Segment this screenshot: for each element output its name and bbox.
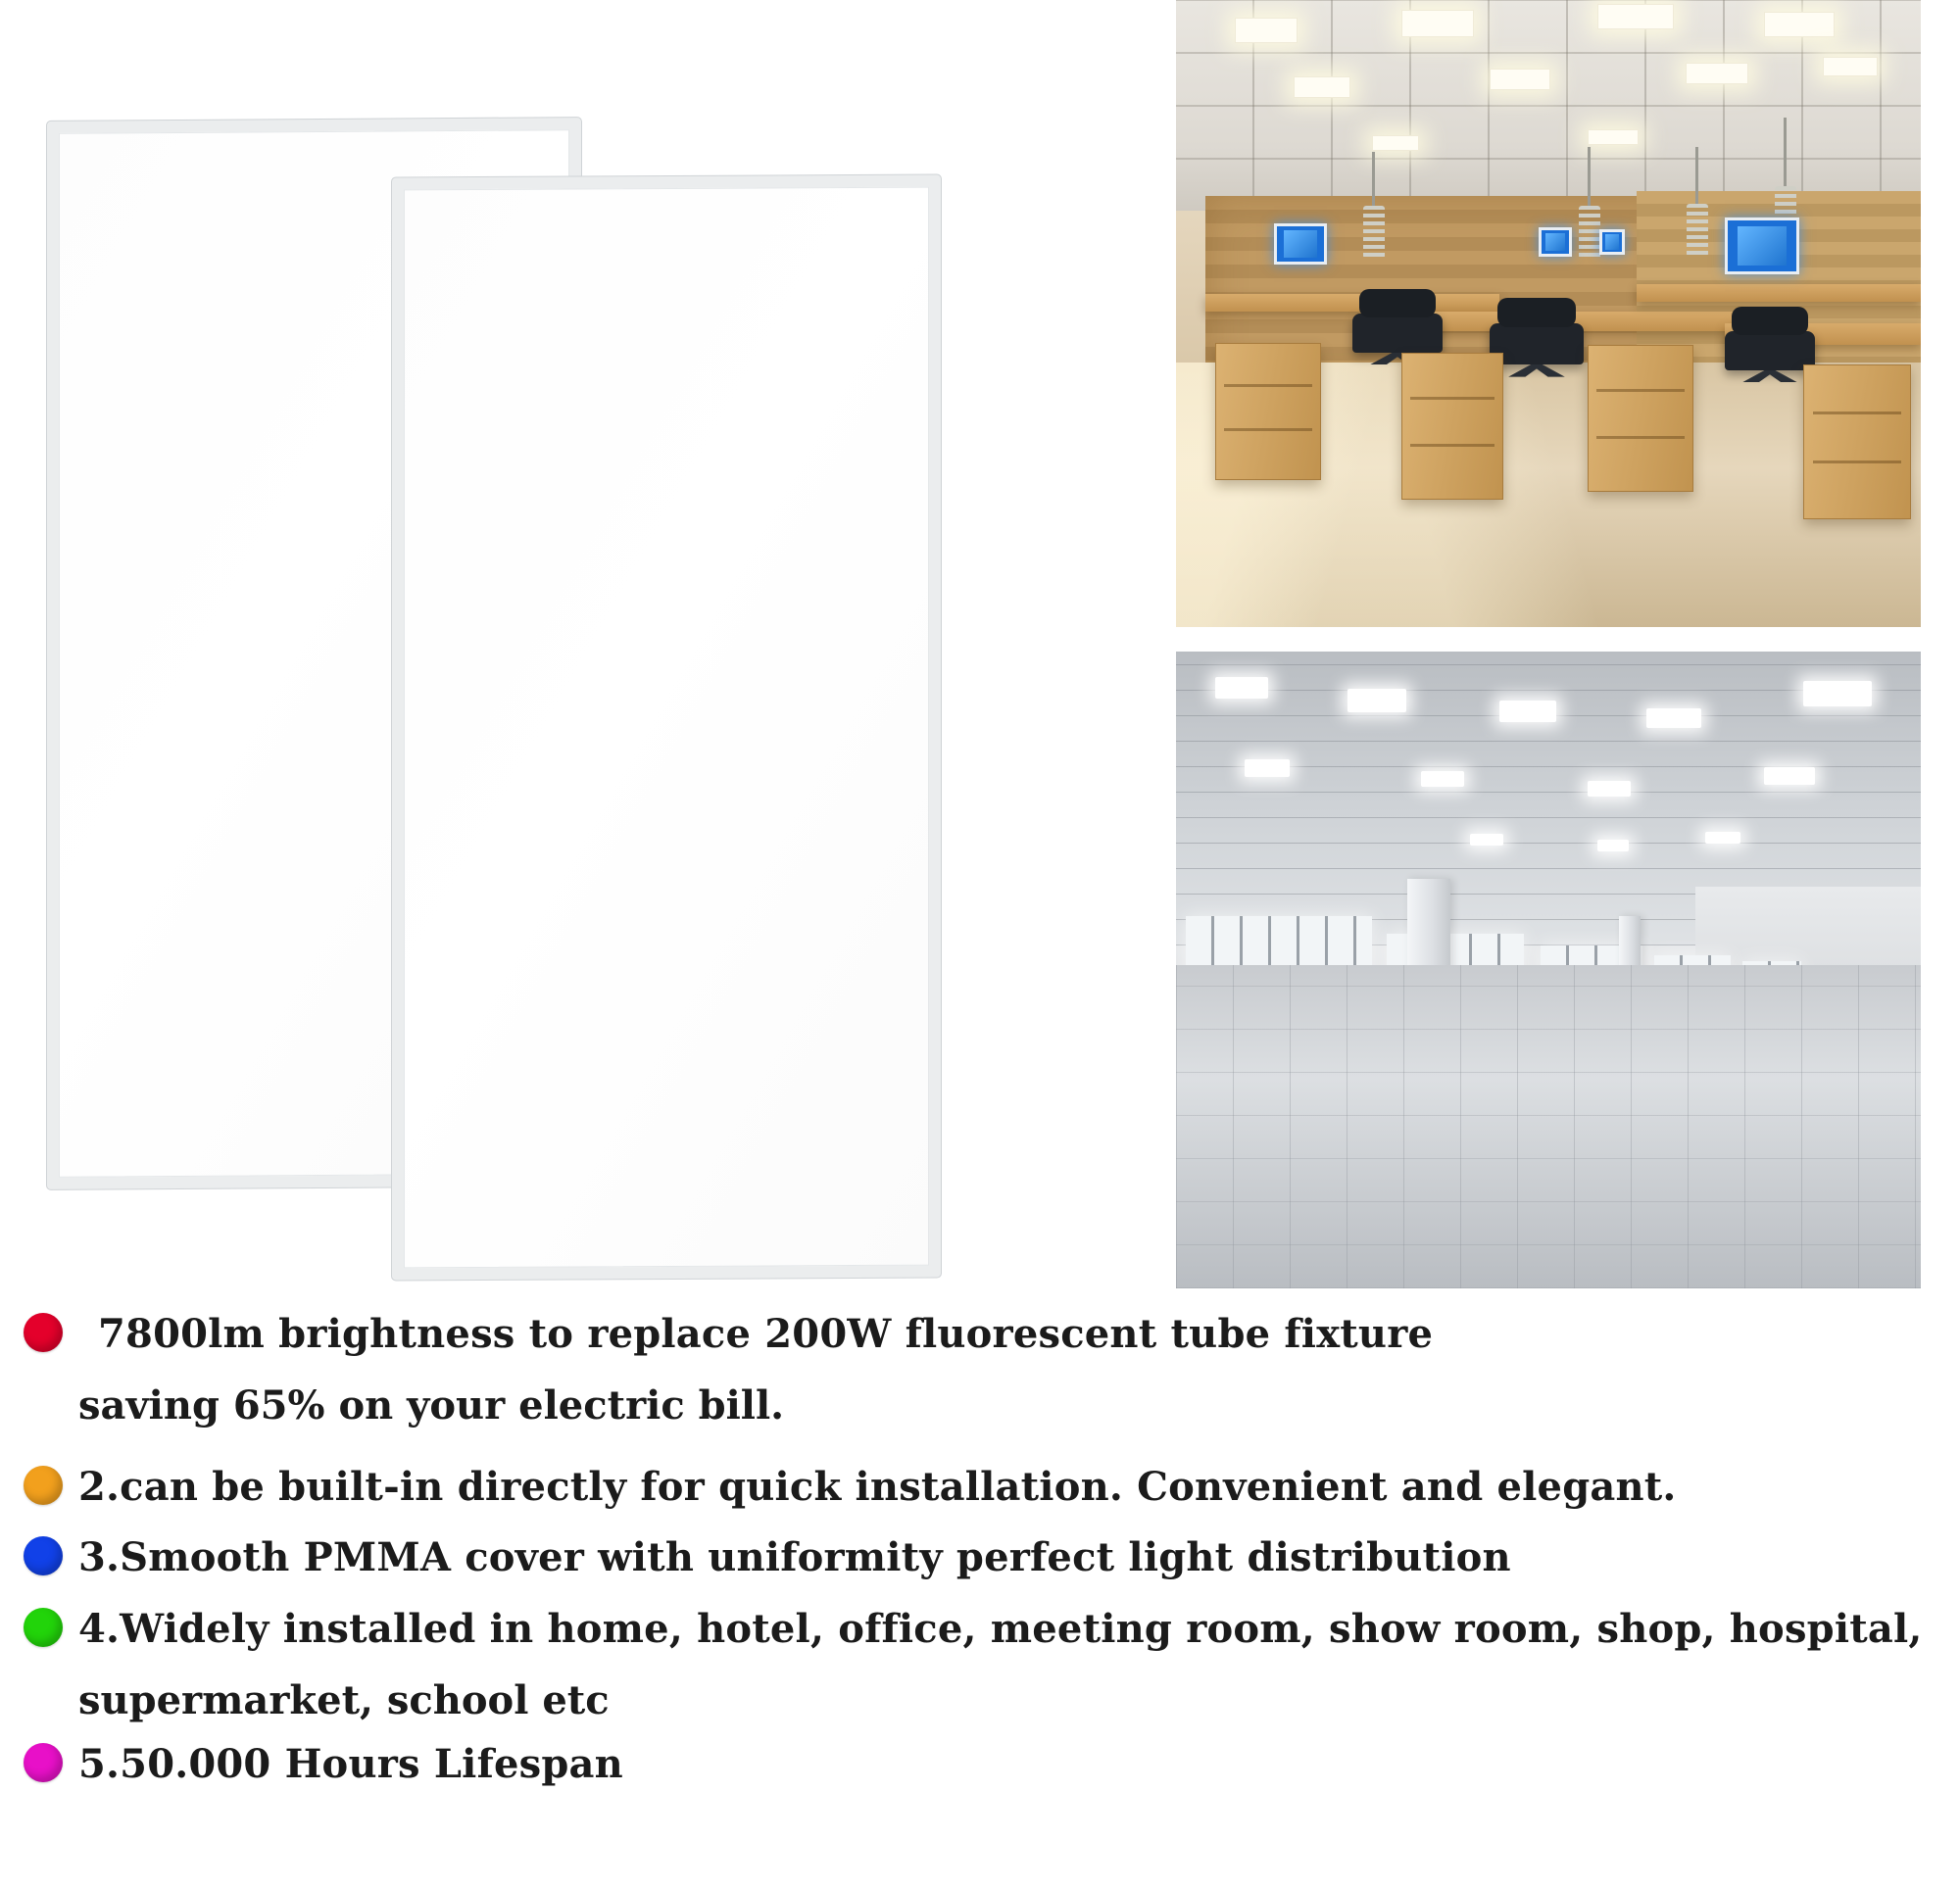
office-monitor: [1539, 227, 1572, 257]
led-panel-group: [0, 0, 1166, 1293]
ceiling-lamp: [1490, 69, 1550, 90]
office-ceiling: [1176, 0, 1921, 211]
feature-line: [78, 1733, 623, 1797]
pendant-coil: [1687, 204, 1708, 257]
bullet-icon: [24, 1313, 63, 1352]
corridor-interior-photo: [1176, 652, 1921, 1288]
pendant-wire: [1784, 118, 1787, 186]
corridor-floor-tiles: [1176, 965, 1921, 1288]
office-monitor: [1274, 223, 1327, 265]
chair-back: [1497, 298, 1577, 327]
feature-line-text: 3.Smooth PMMA cover with uniformity perfect light distribution: [78, 1534, 1511, 1581]
feature-list: [0, 1303, 1960, 1889]
ceiling-lamp: [1597, 4, 1674, 29]
pendant-wire: [1695, 147, 1698, 204]
office-chair: [1352, 314, 1443, 353]
office-interior-photo: [1176, 0, 1921, 627]
feature-line-text: 4.Widely installed in home, hotel, office, meeting room, show room, shop, hospital,: [78, 1606, 1923, 1653]
feature-line: [78, 1526, 1511, 1590]
office-monitor: [1725, 218, 1799, 274]
office-cabinet: [1588, 345, 1693, 492]
feature-line: [78, 1598, 1923, 1662]
feature-line: [78, 1456, 1677, 1520]
office-desk: [1205, 294, 1499, 312]
office-monitor: [1599, 229, 1625, 255]
ceiling-lamp: [1401, 10, 1474, 37]
pendant-wire: [1588, 147, 1591, 206]
corridor-lamp: [1588, 781, 1631, 797]
bullet-icon: [24, 1608, 63, 1647]
bullet-icon: [24, 1536, 63, 1575]
ceiling-lamp: [1372, 135, 1419, 151]
corridor-lamp: [1348, 689, 1406, 712]
corridor-lamp: [1764, 767, 1815, 785]
list-item: [24, 1598, 1936, 1662]
ceiling-lamp: [1294, 76, 1350, 98]
chair-back: [1732, 307, 1807, 335]
pendant-wire: [1372, 152, 1375, 206]
corridor-lamp: [1245, 759, 1290, 777]
feature-line-text: 2.can be built-in directly for quick installation. Convenient and elegant.: [78, 1463, 1677, 1510]
office-desk: [1637, 284, 1921, 302]
corridor-lamp: [1470, 834, 1503, 846]
office-cabinet: [1803, 364, 1911, 519]
list-item: [24, 1456, 1936, 1520]
feature-line-continuation: [24, 1375, 1936, 1438]
bullet-icon: [24, 1466, 63, 1505]
ceiling-lamp: [1686, 63, 1748, 84]
corridor-lamp: [1421, 771, 1464, 787]
feature-line-continuation: [24, 1670, 1936, 1733]
pendant-coil: [1579, 206, 1600, 259]
office-cabinet: [1215, 343, 1321, 480]
led-panel-front-diffuser: [404, 187, 929, 1269]
corridor-lamp: [1803, 681, 1872, 706]
corridor-lamp: [1215, 677, 1268, 699]
office-chair: [1725, 331, 1815, 370]
ceiling-lamp: [1764, 12, 1835, 37]
bullet-icon: [24, 1743, 63, 1782]
office-cabinet: [1401, 353, 1503, 500]
corridor-floor: [1176, 965, 1921, 1288]
feature-line-text: 5.50.000 Hours Lifespan: [78, 1740, 623, 1787]
pendant-coil: [1363, 206, 1385, 259]
list-item: [24, 1733, 1936, 1797]
ceiling-lamp: [1235, 18, 1298, 43]
feature-line-text: 7800lm brightness to replace 200W fluorescent tube fixture: [98, 1311, 1434, 1357]
office-chair: [1490, 323, 1584, 364]
ceiling-lamp: [1823, 57, 1878, 76]
chair-back: [1359, 289, 1435, 317]
led-panel-front: [392, 175, 941, 1281]
corridor-lamp: [1597, 840, 1629, 851]
list-item: [24, 1526, 1936, 1590]
feature-line-text: saving 65% on your electric bill.: [78, 1381, 785, 1429]
corridor-lamp: [1646, 708, 1701, 728]
ceiling-lamp: [1588, 129, 1639, 145]
list-item: [24, 1303, 1936, 1367]
feature-line-text: supermarket, school etc: [78, 1676, 610, 1723]
feature-line: [78, 1303, 1433, 1367]
corridor-lamp: [1499, 701, 1556, 722]
corridor-lamp: [1705, 832, 1740, 844]
